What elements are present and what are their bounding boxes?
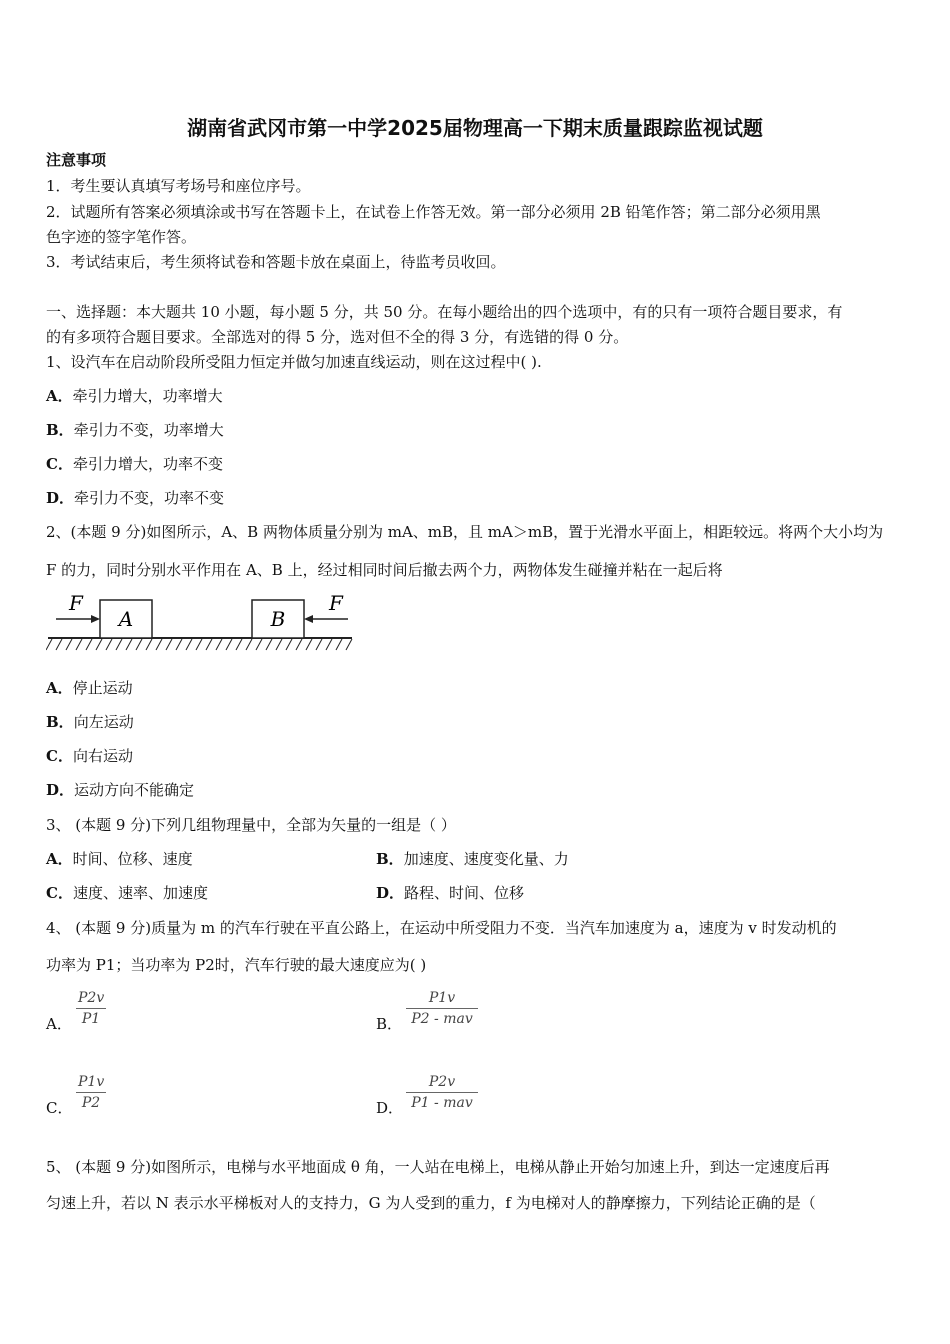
option-label: B． — [46, 421, 74, 439]
notice-item: 3．考试结束后，考生须将试卷和答题卡放在桌面上，待监考员收回。 — [46, 253, 506, 271]
question-1-option-d — [46, 488, 906, 508]
option-label: D． — [46, 489, 75, 507]
notice-heading: 注意事项 — [46, 151, 107, 169]
question-5-stem: 匀速上升，若以 N 表示水平梯板对人的支持力，G 为人受到的重力，f 为电梯对人的静摩擦力，下列结论正确的是（ — [46, 1194, 816, 1212]
option-text: 牵引力增大，功率不变 — [72, 455, 223, 473]
option-text: 牵引力不变，功率增大 — [73, 421, 224, 439]
question-2-option-d — [46, 780, 906, 800]
question-4-option-a-fraction — [76, 990, 106, 1027]
question-3-option-a — [46, 849, 366, 869]
question-2-option-b — [46, 712, 906, 732]
question-4-stem: 功率为 P1；当功率为 P2时，汽车行驶的最大速度应为( ) — [46, 956, 427, 974]
fraction-numerator: P1v — [428, 990, 456, 1006]
fraction-bar — [76, 1008, 106, 1009]
option-label: B． — [46, 713, 74, 731]
question-2-option-a — [46, 678, 906, 698]
fraction-denominator: P2 - mav — [411, 1011, 473, 1027]
fraction-denominator: P1 - mav — [411, 1095, 473, 1111]
notice-item: 1．考生要认真填写考场号和座位序号。 — [46, 177, 311, 195]
fraction-bar — [406, 1092, 478, 1093]
force-label-right: F — [329, 592, 343, 615]
question-4-option-b-label: B． — [376, 1015, 403, 1033]
question-5-stem: 5、 (本题 9 分)如图所示，电梯与水平地面成 θ 角，一人站在电梯上，电梯从静止开始匀加速上升，到达一定速度后再 — [46, 1158, 830, 1176]
fraction-numerator: P2v — [78, 990, 105, 1006]
option-label: A． — [46, 850, 73, 868]
question-1-option-b — [46, 420, 906, 440]
option-text: 牵引力不变，功率不变 — [74, 489, 225, 507]
option-text: 向右运动 — [72, 747, 133, 765]
question-3-option-c — [46, 883, 366, 903]
question-4-option-c-fraction — [76, 1074, 106, 1111]
question-4-stem: 4、 (本题 9 分)质量为 m 的汽车行驶在平直公路上，在运动中所受阻力不变．当汽车加速度为 a，速度为 v 时发动机的 — [46, 919, 837, 937]
fraction-numerator: P1v — [78, 1074, 105, 1090]
notice-item: 色字迹的签字笔作答。 — [46, 228, 197, 246]
option-text: 加速度、速度变化量、力 — [403, 850, 569, 868]
question-3-stem: 3、 (本题 9 分)下列几组物理量中，全部为矢量的一组是（ ） — [46, 816, 456, 834]
option-label: B． — [376, 850, 404, 868]
question-2-option-c — [46, 746, 906, 766]
option-text: 运动方向不能确定 — [74, 781, 195, 799]
fraction-bar — [406, 1008, 478, 1009]
option-text: 时间、位移、速度 — [72, 850, 193, 868]
section-intro: 的有多项符合题目要求。全部选对的得 5 分，选对但不全的得 3 分，有选错的得 0 分。 — [46, 328, 629, 346]
fraction-denominator: P1 — [81, 1011, 101, 1027]
section-intro: 一、选择题：本大题共 10 小题，每小题 5 分，共 50 分。在每小题给出的四个选项中，有的只有一项符合题目要求，有 — [46, 303, 843, 321]
option-label: D． — [46, 781, 75, 799]
question-1-stem: 1、设汽车在启动阶段所受阻力恒定并做匀加速直线运动，则在这过程中( ). — [46, 353, 542, 371]
option-label: C． — [46, 455, 73, 473]
question-2-stem: 2、(本题 9 分)如图所示，A、B 两物体质量分别为 mA、mB，且 mA＞mB，置于光滑水平面上，相距较远。将两个大小均为 — [46, 523, 884, 541]
question-4-option-d-label: D． — [376, 1099, 404, 1117]
block-b-label: B — [270, 607, 286, 631]
option-label: A． — [46, 679, 73, 697]
fraction-numerator: P2v — [428, 1074, 456, 1090]
question-3-option-b — [376, 849, 876, 869]
option-label: A． — [46, 387, 73, 405]
force-arrowhead-right — [304, 615, 313, 623]
question-3-option-d — [376, 883, 876, 903]
notice-item: 2．试题所有答案必须填涂或书写在答题卡上，在试卷上作答无效。第一部分必须用 2B 铅笔作答；第二部分必须用黑 — [46, 203, 821, 221]
option-text: 向左运动 — [73, 713, 134, 731]
question-4-option-c-label: C． — [46, 1099, 73, 1117]
question-4-option-a-label: A． — [46, 1015, 72, 1033]
option-label: C． — [46, 747, 73, 765]
option-text: 牵引力增大，功率增大 — [72, 387, 223, 405]
option-text: 速度、速率、加速度 — [72, 884, 208, 902]
question-4-option-b-fraction — [406, 990, 478, 1027]
option-text: 路程、时间、位移 — [404, 884, 525, 902]
fraction-denominator: P2 — [81, 1095, 101, 1111]
question-4-option-d-fraction — [406, 1074, 478, 1111]
page-title: 湖南省武冈市第一中学2025届物理高一下期末质量跟踪监视试题 — [187, 116, 763, 140]
question-2-stem: F 的力，同时分别水平作用在 A、B 上，经过相同时间后撤去两个力，两物体发生碰撞并粘在一起后将 — [46, 561, 723, 579]
fraction-bar — [76, 1092, 106, 1093]
question-1-option-c — [46, 454, 906, 474]
force-arrowhead-left — [91, 615, 100, 623]
question-1-option-a — [46, 386, 906, 406]
block-a-label: A — [118, 607, 134, 631]
force-label-left: F — [69, 592, 83, 615]
option-label: C． — [46, 884, 73, 902]
option-text: 停止运动 — [72, 679, 133, 697]
option-label: D． — [376, 884, 405, 902]
question-2-figure — [46, 592, 356, 654]
